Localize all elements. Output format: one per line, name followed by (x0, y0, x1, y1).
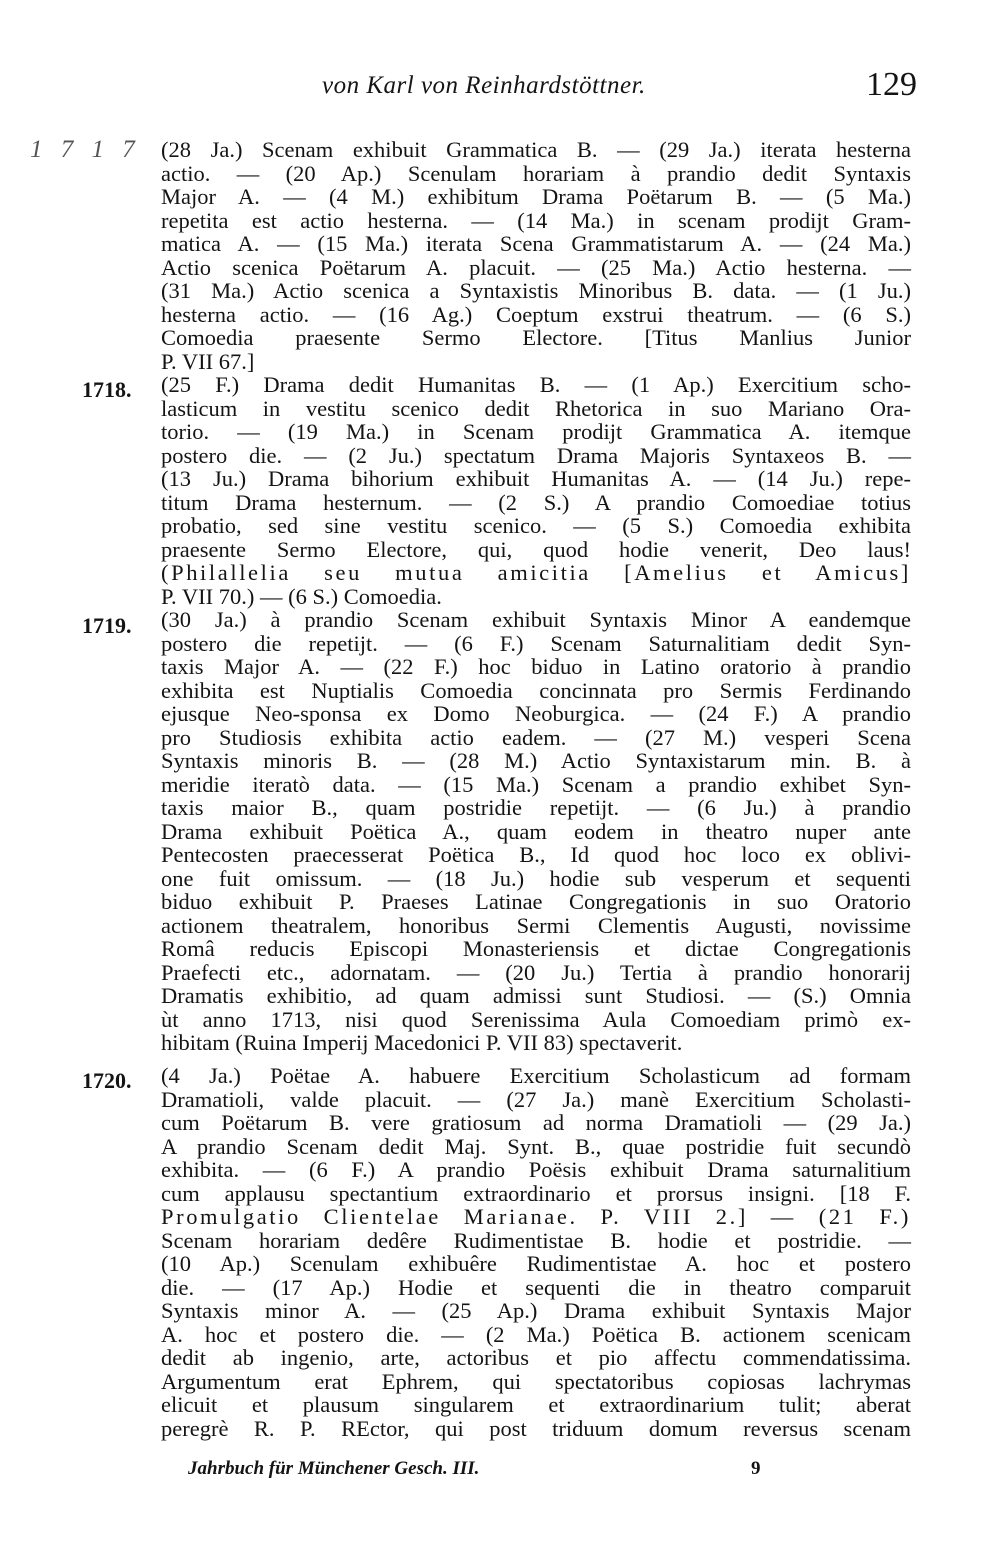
running-title: von Karl von Reinhardstöttner. (322, 72, 646, 99)
text-line: Dramatioli, valde placuit. — (27 Ja.) manè Exercitium Scholasti- (161, 1086, 911, 1112)
text-line: biduo exhibuit P. Praeses Latinae Congregationis in suo Oratorio (161, 889, 911, 914)
year-label: 1720. (82, 1068, 132, 1093)
text-line: hesterna actio. — (16 Ag.) Coeptum exstrui theatrum. — (6 S.) (161, 301, 911, 327)
text-line: postero die. — (2 Ju.) spectatum Drama Majoris Syntaxeos B. — (161, 442, 911, 468)
text-line: Argumentum erat Ephrem, qui spectatoribus copiosas lachrymas (161, 1368, 911, 1394)
text-line: actio. — (20 Ap.) Scenulam horariam à prandio dedit Syntaxis (161, 160, 911, 186)
text-line: Praefecti etc., adornatam. — (20 Ju.) Tertia à prandio honorarij (161, 959, 911, 985)
year-label: 1718. (82, 377, 132, 402)
text-line: Dramatis exhibitio, ad quam admissi sunt Studiosi. — (S.) Omnia (161, 983, 911, 1008)
text-line: probatio, sed sine vestitu scenico. — (5 S.) Comoedia exhibita (161, 513, 911, 538)
text-line: (13 Ju.) Drama bihorium exhibuit Humanitas A. — (14 Ju.) repe- (161, 466, 911, 491)
text-line: matica A. — (15 Ma.) iterata Scena Grammatistarum A. — (24 Ma.) (161, 231, 911, 256)
text-line: Scenam horariam dedêre Rudimentistae B. hodie et postridie. — (161, 1227, 911, 1253)
page-number: 129 (866, 66, 917, 103)
text-line: titum Drama hesternum. — (2 S.) A prandio Comoediae totius (161, 489, 911, 515)
text-line: actionem theatralem, honoribus Sermi Clementis Augusti, novissime (161, 912, 911, 938)
text-line: meridie iteratò data. — (15 Ma.) Scenam a prandio exhibet Syn- (161, 771, 911, 797)
text-line: pro Studiosis exhibita actio eadem. — (27 M.) vesperi Scena (161, 724, 911, 750)
text-line: (Philallelia seu mutua amicitia [Amelius et Amicus] (161, 560, 911, 585)
text-line: (10 Ap.) Scenulam exhibuêre Rudimentistae A. hoc et postero (161, 1251, 911, 1276)
text-line: Drama exhibuit Poëtica A., quam eodem in theatro nuper ante (161, 818, 911, 844)
text-line: taxis Major A. — (22 F.) hoc biduo in Latino oratorio à prandio (161, 654, 911, 679)
text-line: peregrè R. P. REctor, qui post triduum domum reversus scenam (161, 1415, 911, 1441)
text-line: A prandio Scenam dedit Maj. Synt. B., quae postridie fuit secundò (161, 1133, 911, 1159)
text-line: (31 Ma.) Actio scenica a Syntaxistis Minoribus B. data. — (1 Ju.) (161, 278, 911, 303)
text-line: Comoedia praesente Sermo Electore. [Titus Manlius Junior (161, 325, 911, 350)
page-footer (0, 1458, 1000, 1488)
text-line: Promulgatio Clientelae Marianae. P. VIII 2.] — (21 F.) (161, 1204, 911, 1229)
text-line: P. VII 70.) — (6 S.) Comoedia. (161, 583, 442, 609)
margin-note: 1 7 1 7 (30, 136, 141, 163)
text-line: praesente Sermo Electore, qui, quod hodie venerit, Deo laus! (161, 536, 911, 562)
text-line: postero die repetijt. — (6 F.) Scenam Saturnalitiam dedit Syn- (161, 630, 911, 656)
text-line: (28 Ja.) Scenam exhibuit Grammatica B. — (29 Ja.) iterata hesterna (161, 137, 911, 162)
text-line: cum applausu spectantium extraordinario et prorsus insigni. [18 F. (161, 1180, 911, 1206)
text-line: repetita est actio hesterna. — (14 Ma.) in scenam prodijt Gram- (161, 207, 911, 233)
text-line: Româ reducis Episcopi Monasteriensis et dictae Congregationis (161, 936, 911, 961)
text-line: exhibita. — (6 F.) A prandio Poësis exhibuit Drama saturnalitium (161, 1157, 911, 1182)
text-line: elicuit et plausum singularem et extraordinarium tulit; aberat (161, 1392, 911, 1417)
text-line: (25 F.) Drama dedit Humanitas B. — (1 Ap.) Exercitium scho- (161, 372, 911, 397)
text-line: torio. — (19 Ma.) in Scenam prodijt Grammatica A. itemque (161, 419, 911, 444)
text-line: cum Poëtarum B. vere gratiosum ad norma Dramatioli — (29 Ja.) (161, 1110, 911, 1135)
text-line: A. hoc et postero die. — (2 Ma.) Poëtica B. actionem scenicam (161, 1321, 911, 1347)
text-line: (4 Ja.) Poëtae A. habuere Exercitium Scholasticum ad formam (161, 1063, 911, 1088)
text-line: Actio scenica Poëtarum A. placuit. — (25 Ma.) Actio hesterna. — (161, 254, 911, 280)
text-line: (30 Ja.) à prandio Scenam exhibuit Syntaxis Minor A eandemque (161, 607, 911, 632)
text-line: ùt anno 1713, nisi quod Serenissima Aula Comoediam primò ex- (161, 1006, 911, 1032)
text-line: taxis maior B., quam postridie repetijt. — (6 Ju.) à prandio (161, 795, 911, 820)
text-line: Major A. — (4 M.) exhibitum Drama Poëtarum B. — (5 Ma.) (161, 184, 911, 209)
text-line: Syntaxis minor A. — (25 Ap.) Drama exhibuit Syntaxis Major (161, 1298, 911, 1323)
text-line: die. — (17 Ap.) Hodie et sequenti die in theatro comparuit (161, 1274, 911, 1300)
year-label: 1719. (82, 613, 132, 638)
text-line: ejusque Neo-sponsa ex Domo Neoburgica. — (24 F.) A prandio (161, 701, 911, 726)
journal-title: Jahrbuch für Münchener Gesch. III. (188, 1458, 480, 1479)
text-line: one fuit omissum. — (18 Ju.) hodie sub vesperum et sequenti (161, 865, 911, 891)
text-line: hibitam (Ruina Imperij Macedonici P. VII 83) spectaverit. (161, 1030, 683, 1055)
text-line: P. VII 67.] (161, 348, 255, 374)
text-line: lasticum in vestitu scenico dedit Rhetorica in suo Mariano Ora- (161, 395, 911, 421)
text-line: exhibita est Nuptialis Comoedia concinnata pro Sermis Ferdinando (161, 677, 911, 703)
text-line: Pentecosten praecesserat Poëtica B., Id quod hoc loco ex oblivi- (161, 842, 911, 867)
text-line: Syntaxis minoris B. — (28 M.) Actio Syntaxistarum min. B. à (161, 748, 911, 773)
signature-mark: 9 (751, 1458, 761, 1479)
text-line: dedit ab ingenio, arte, actoribus et pio affectu commendatissima. (161, 1345, 911, 1370)
